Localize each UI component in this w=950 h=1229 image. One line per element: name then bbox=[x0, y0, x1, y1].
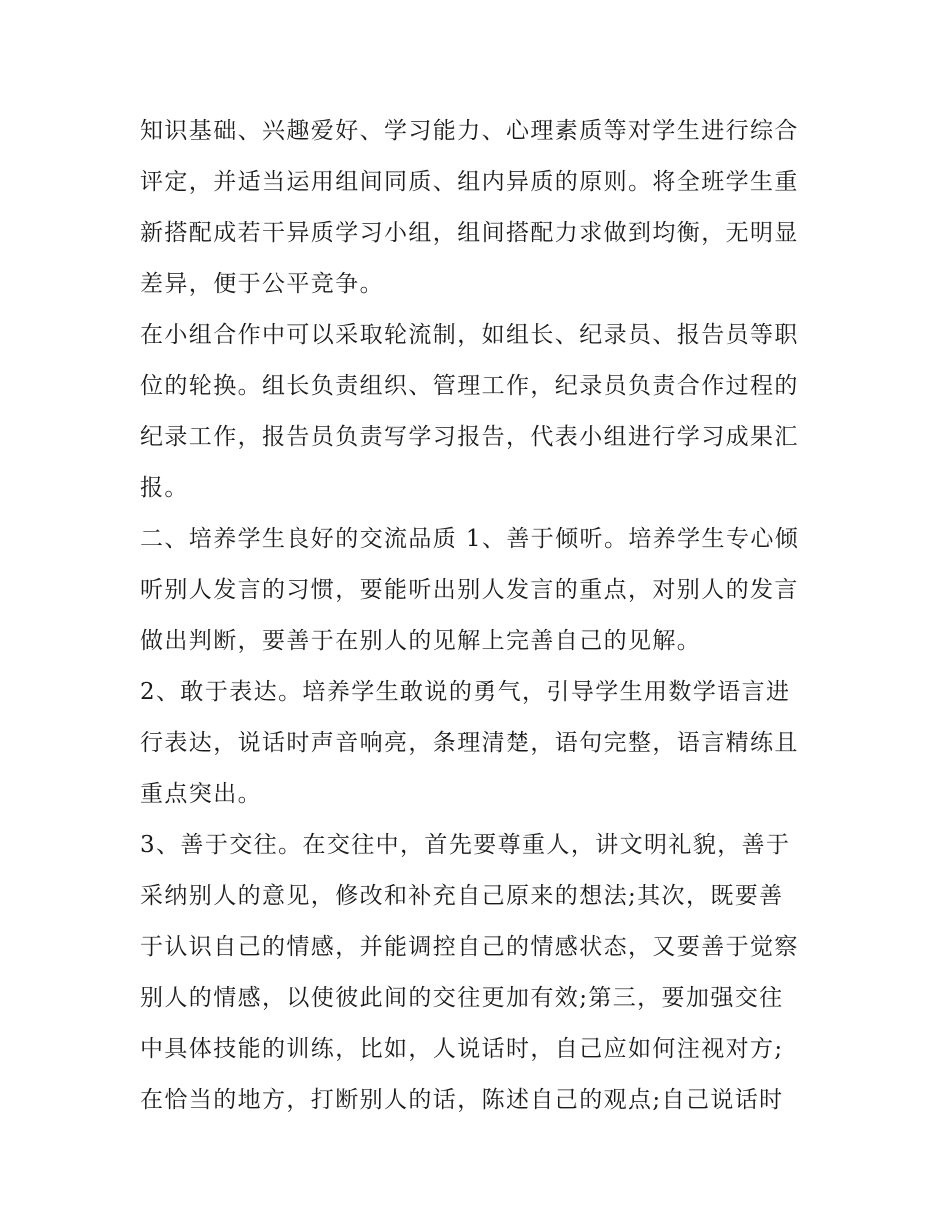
text-line: 重点突出。 bbox=[140, 781, 262, 807]
text-line: 采纳别人的意见，修改和补充自己原来的想法;其次，既要善 bbox=[140, 883, 784, 909]
text-line: 行表达，说话时声音响亮，条理清楚，语句完整，语言精练且 bbox=[140, 730, 799, 756]
text-line: 3、善于交往。在交往中，首先要尊重人，讲文明礼貌，善于 bbox=[140, 832, 791, 858]
text-line: 在小组合作中可以采取轮流制，如组长、纪录员、报告员等职 bbox=[140, 322, 799, 348]
text-line: 别人的情感，以使彼此间的交往更加有效;第三，要加强交往 bbox=[140, 985, 784, 1011]
text-line: 于认识自己的情感，并能调控自己的情感状态，又要善于觉察 bbox=[140, 934, 799, 960]
text-line: 在恰当的地方，打断别人的话，陈述自己的观点;自己说话时 bbox=[140, 1087, 784, 1113]
text-line: 中具体技能的训练，比如，人说话时，自己应如何注视对方; bbox=[140, 1036, 784, 1062]
text-line: 差异，便于公平竞争。 bbox=[140, 271, 384, 297]
paragraph-communication bbox=[140, 820, 812, 1126]
text-line: 2、敢于表达。培养学生敢说的勇气，引导学生用数学语言进 bbox=[140, 679, 791, 705]
paragraph-rotation bbox=[140, 310, 812, 514]
document-body bbox=[140, 106, 812, 1126]
text-line: 新搭配成若干异质学习小组，组间搭配力求做到均衡，无明显 bbox=[140, 220, 799, 246]
paragraph-expression bbox=[140, 667, 812, 820]
text-line: 二、培养学生良好的交流品质 1、善于倾听。培养学生专心倾 bbox=[140, 526, 800, 552]
text-line: 听别人发言的习惯，要能听出别人发言的重点，对别人的发言 bbox=[140, 577, 799, 603]
text-line: 纪录工作，报告员负责写学习报告，代表小组进行学习成果汇 bbox=[140, 424, 799, 450]
paragraph-grouping bbox=[140, 106, 812, 310]
text-line: 知识基础、兴趣爱好、学习能力、心理素质等对学生进行综合 bbox=[140, 118, 799, 144]
paragraph-listening bbox=[140, 514, 812, 667]
text-line: 报。 bbox=[140, 475, 189, 501]
text-line: 做出判断，要善于在别人的见解上完善自己的见解。 bbox=[140, 628, 702, 654]
text-line: 位的轮换。组长负责组织、管理工作，纪录员负责合作过程的 bbox=[140, 373, 799, 399]
text-line: 评定，并适当运用组间同质、组内异质的原则。将全班学生重 bbox=[140, 169, 799, 195]
